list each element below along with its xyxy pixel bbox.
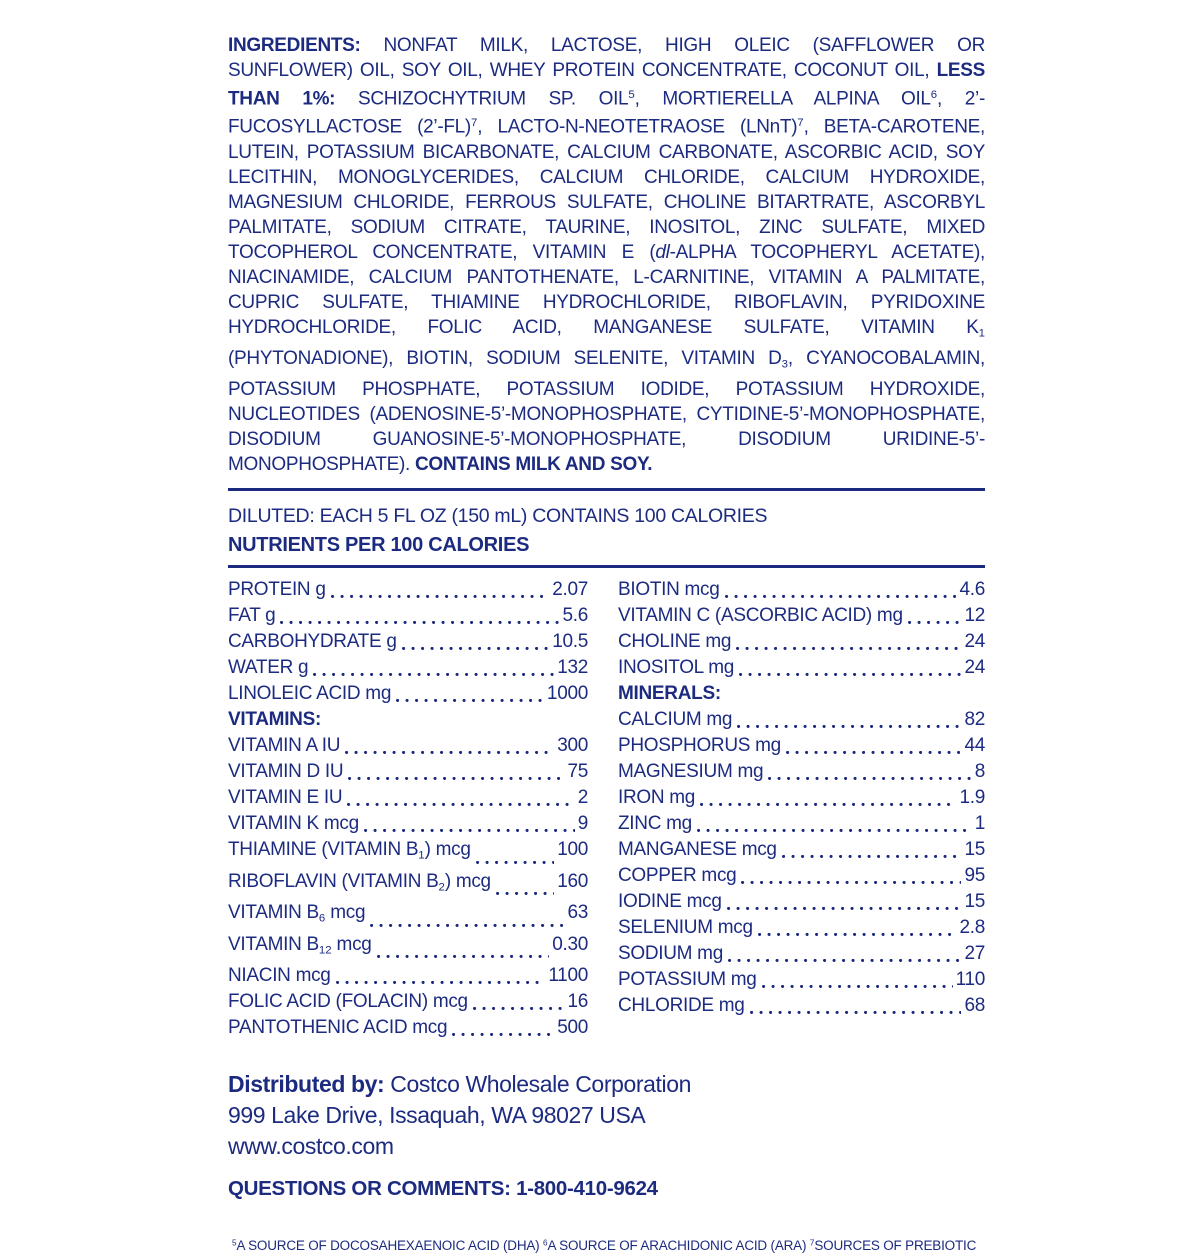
nutrient-value: 24	[964, 631, 985, 653]
nutrient-value: 8	[974, 761, 985, 783]
nutrient-value: 160	[557, 870, 588, 892]
nutrient-label: BIOTIN mcg	[618, 579, 720, 601]
nutrient-value: 1	[974, 813, 985, 835]
dotted-leader	[781, 733, 965, 759]
dotted-leader	[734, 655, 964, 681]
nutrient-section-heading: MINERALS:	[618, 683, 721, 705]
nutrient-label: INOSITOL mg	[618, 657, 735, 679]
dotted-leader	[753, 915, 960, 941]
nutrient-value: 95	[964, 865, 985, 887]
nutrient-value: 9	[577, 813, 588, 835]
label-content	[228, 33, 985, 1253]
nutrient-label: LINOLEIC ACID mg	[228, 683, 392, 705]
bold-text: Distributed by:	[228, 1070, 385, 1097]
nutrient-value: 75	[567, 761, 588, 783]
dotted-leader	[903, 603, 965, 629]
dotted-leader	[331, 963, 549, 989]
nutrient-label: CALCIUM mg	[618, 709, 733, 731]
subscript: 6	[318, 912, 326, 925]
superscript: 5	[628, 89, 635, 101]
distributor-website: www.costco.com	[228, 1132, 394, 1159]
dotted-leader	[720, 577, 960, 603]
nutrient-row	[618, 629, 985, 655]
nutrient-value: 0.30	[552, 933, 588, 955]
dotted-leader	[359, 811, 578, 837]
nutrient-row	[228, 733, 588, 759]
nutrient-value: 12	[964, 605, 985, 627]
nutrient-label: WATER g	[228, 657, 309, 679]
dotted-leader	[763, 759, 974, 785]
dotted-leader	[342, 785, 577, 811]
nutrient-label: IODINE mcg	[618, 891, 722, 913]
nutrient-label: ZINC mg	[618, 813, 692, 835]
italic-text: dl	[655, 241, 670, 263]
nutrient-row	[618, 707, 985, 733]
nutrient-value: 10.5	[552, 631, 588, 653]
nutrient-value: 132	[557, 657, 588, 679]
subscript: 2	[438, 881, 445, 894]
nutrient-value: 15	[964, 891, 985, 913]
superscript: 7	[797, 117, 804, 130]
nutrient-label: CHOLINE mg	[618, 631, 732, 653]
superscript: 5	[232, 1238, 237, 1248]
dotted-leader	[275, 603, 562, 629]
dotted-leader	[722, 889, 965, 915]
dotted-leader	[732, 707, 964, 733]
distributor-line-1: Distributed by: Costco Wholesale Corporation	[228, 1070, 691, 1097]
nutrient-value: 24	[964, 657, 985, 679]
questions-comments-line: QUESTIONS OR COMMENTS: 1-800-410-9624	[228, 1176, 658, 1200]
nutrient-label: PANTOTHENIC ACID mcg	[228, 1016, 448, 1038]
nutrient-value: 15	[964, 839, 985, 861]
subscript: 3	[781, 358, 788, 371]
nutrient-row	[618, 941, 985, 967]
nutrient-row	[228, 577, 588, 603]
dotted-leader	[471, 837, 558, 868]
dotted-leader	[326, 577, 553, 603]
bold-text: LESS THAN 1%:	[228, 60, 985, 110]
nutrients-column-left	[228, 577, 588, 1041]
dotted-leader	[745, 993, 965, 1019]
divider-above-diluted	[228, 488, 985, 491]
nutrient-value: 82	[964, 709, 985, 731]
nutrient-row	[228, 869, 588, 900]
nutrient-label: COPPER mcg	[618, 865, 737, 887]
nutrient-label: VITAMIN A IU	[228, 735, 341, 757]
nutrient-label: SODIUM mg	[618, 943, 723, 965]
nutrient-row	[228, 603, 588, 629]
nutrient-value: 27	[964, 943, 985, 965]
divider-below-nutrients-heading	[228, 565, 985, 568]
nutrient-row	[618, 603, 985, 629]
nutrient-value: 300	[557, 735, 588, 757]
nutrient-row	[618, 811, 985, 837]
nutrient-row	[618, 837, 985, 863]
nutrient-label: MANGANESE mcg	[618, 839, 777, 861]
nutrient-label: CHLORIDE mg	[618, 995, 745, 1017]
nutrient-row	[618, 655, 985, 681]
nutrient-value: 16	[567, 990, 588, 1012]
nutrient-value: 100	[557, 839, 588, 861]
nutrient-row	[228, 932, 588, 963]
nutrient-row	[228, 655, 588, 681]
dotted-leader	[340, 733, 557, 759]
nutrient-label: VITAMIN K mcg	[228, 813, 359, 835]
nutrient-value: 110	[955, 969, 985, 991]
nutrient-label: FOLIC ACID (FOLACIN) mcg	[228, 990, 468, 1012]
nutrient-label: SELENIUM mcg	[618, 917, 753, 939]
nutrient-label: PHOSPHORUS mg	[618, 735, 781, 757]
dotted-leader	[308, 655, 557, 681]
distributor-address: 999 Lake Drive, Issaquah, WA 98027 USA	[228, 1101, 646, 1128]
distributor-block	[228, 1069, 985, 1162]
nutrient-row	[618, 993, 985, 1019]
nutrient-value: 500	[557, 1016, 588, 1038]
nutrient-row	[228, 837, 588, 868]
nutrient-value: 1000	[546, 683, 588, 705]
nutrient-value: 2	[577, 787, 588, 809]
nutrient-value: 1.9	[959, 787, 985, 809]
nutrient-row	[228, 900, 588, 931]
nutrient-value: 68	[964, 995, 985, 1017]
nutrient-value: 2.07	[552, 579, 588, 601]
nutrient-row	[618, 577, 985, 603]
subscript: 1	[978, 326, 985, 339]
dotted-leader	[397, 629, 553, 655]
nutrient-value: 5.6	[562, 605, 588, 627]
nutrient-label: FAT g	[228, 605, 276, 627]
dotted-leader	[757, 967, 956, 993]
superscript: 7	[470, 117, 478, 130]
nutrient-row	[228, 811, 588, 837]
dotted-leader	[447, 1015, 557, 1041]
nutrient-row	[618, 889, 985, 915]
bold-text: INGREDIENTS:	[228, 35, 361, 56]
nutrient-row	[228, 963, 588, 989]
nutrient-value: 44	[964, 735, 985, 757]
nutrient-label: PROTEIN g	[228, 579, 326, 601]
nutrient-label: NIACIN mcg	[228, 964, 331, 986]
nutrient-value: 1100	[548, 964, 588, 986]
nutrients-column-right	[618, 577, 985, 1041]
nutrients-heading: NUTRIENTS PER 100 CALORIES	[228, 534, 530, 557]
footnotes: $^5$A SOURCE OF DOCOSAHEXAENOIC ACID (DHA) $^6$A SOURCE OF ARACHIDONIC ACID (ARA) $^7$SOURCES OF PREBIOTIC	[232, 1237, 977, 1253]
nutrient-row	[618, 759, 985, 785]
dotted-leader	[695, 785, 959, 811]
dotted-leader	[391, 681, 547, 707]
nutrient-row	[228, 785, 588, 811]
dotted-leader	[692, 811, 975, 837]
ingredients-paragraph: INGREDIENTS: NONFAT MILK, LACTOSE, HIGH OLEIC (SAFFLOWER OR SUNFLOWER) OIL, SOY OIL, WHEY PROTEIN CONCENTRATE, COCONUT OIL, LESS THAN 1%: SCHIZOCHYTRIUM SP. OIL$^5$, MORTIERELLA ALPINA OIL$^6$, 2’-FUCOSYLLACTOSE (2’-FL)$^7$, LACTO-N-NEOTETRAOSE (LNnT)$^7$, BETA-CAROTENE, LUTEIN, POTASSIUM BICARBONATE, CALCIUM CARBONATE, ASCORBIC ACID, SOY LECITHIN, MONOGLYCERIDES, CALCIUM CHLORIDE, CALCIUM HYDROXIDE, MAGNESIUM CHLORIDE, FERROUS SULFATE, CHOLINE BITARTRATE, ASCORBYL PALMITATE, SODIUM CITRATE, TAURINE, INOSITOL, ZINC SULFATE, MIXED TOCOPHEROL CONCENTRATE, VITAMIN E (dl-ALPHA TOCOPHERYL ACETATE), NIACINAMIDE, CALCIUM PANTOTHENATE, L-CARNITINE, VITAMIN A PALMITATE, CUPRIC SULFATE, THIAMINE HYDROCHLORIDE, RIBOFLAVIN, PYRIDOXINE HYDROCHLORIDE, FOLIC ACID, MANGANESE SULFATE, VITAMIN $K_1$ (PHYTONADIONE), BIOTIN, SODIUM SELENITE, VITAMIN $D_3$, CYANOCOBALAMIN, POTASSIUM PHOSPHATE, POTASSIUM IODIDE, POTASSIUM HYDROXIDE, NUCLEOTIDES (ADENOSINE-5’-MONOPHOSPHATE, CYTIDINE-5’-MONOPHOSPHATE, DISODIUM GUANOSINE-5’-MONOPHOSPHATE, DISODIUM URIDINE-5’-MONOPHOSPHATE). CONTAINS MILK AND SOY.	[228, 35, 985, 476]
nutrient-row	[618, 785, 985, 811]
superscript: 6	[543, 1238, 548, 1248]
nutrient-row	[618, 967, 985, 993]
nutrient-label: CARBOHYDRATE g	[228, 631, 397, 653]
nutrient-row	[618, 863, 985, 889]
diluted-statement: DILUTED: EACH 5 FL OZ (150 mL) CONTAINS 100 CALORIES	[228, 505, 768, 528]
subscript: 12	[318, 943, 332, 956]
nutrient-row	[228, 629, 588, 655]
superscript: 7	[809, 1238, 815, 1248]
dotted-leader	[491, 869, 557, 900]
nutrient-table	[228, 577, 985, 1041]
nutrient-label: IRON mg	[618, 787, 696, 809]
nutrient-label: RIBOFLAVIN (VITAMIN $B_2$) mcg	[228, 870, 491, 894]
nutrient-row	[228, 681, 588, 707]
nutrient-label: VITAMIN D IU	[228, 761, 344, 783]
nutrient-label: VITAMIN $B_{12}$ mcg	[228, 933, 372, 956]
nutrient-row	[228, 989, 588, 1015]
dotted-leader	[777, 837, 965, 863]
nutrient-row	[228, 759, 588, 785]
superscript: 6	[930, 89, 938, 101]
dotted-leader	[731, 629, 964, 655]
nutrient-label: POTASSIUM mg	[618, 969, 757, 991]
nutrient-row	[618, 733, 985, 759]
nutrient-label: THIAMINE (VITAMIN $B_1$) mcg	[228, 839, 471, 862]
nutrient-value: 63	[567, 902, 588, 924]
dotted-leader	[468, 989, 568, 1015]
dotted-leader	[365, 900, 567, 931]
nutrient-value: 4.6	[959, 579, 985, 601]
subscript: 1	[418, 849, 425, 862]
nutrient-value: 2.8	[959, 917, 985, 939]
nutrient-label: MAGNESIUM mg	[618, 761, 764, 783]
nutrient-label: VITAMIN $B_6$ mcg	[228, 902, 366, 925]
bold-text: CONTAINS MILK AND SOY.	[414, 454, 653, 476]
dotted-leader	[343, 759, 567, 785]
dotted-leader	[372, 932, 553, 963]
dotted-leader	[723, 941, 964, 967]
dotted-leader	[736, 863, 964, 889]
nutrient-row	[228, 1015, 588, 1041]
nutrient-label: VITAMIN C (ASCORBIC ACID) mg	[618, 605, 903, 627]
nutrient-label: VITAMIN E IU	[228, 787, 343, 809]
nutrient-section-heading: VITAMINS:	[228, 709, 321, 731]
nutrient-row	[618, 915, 985, 941]
